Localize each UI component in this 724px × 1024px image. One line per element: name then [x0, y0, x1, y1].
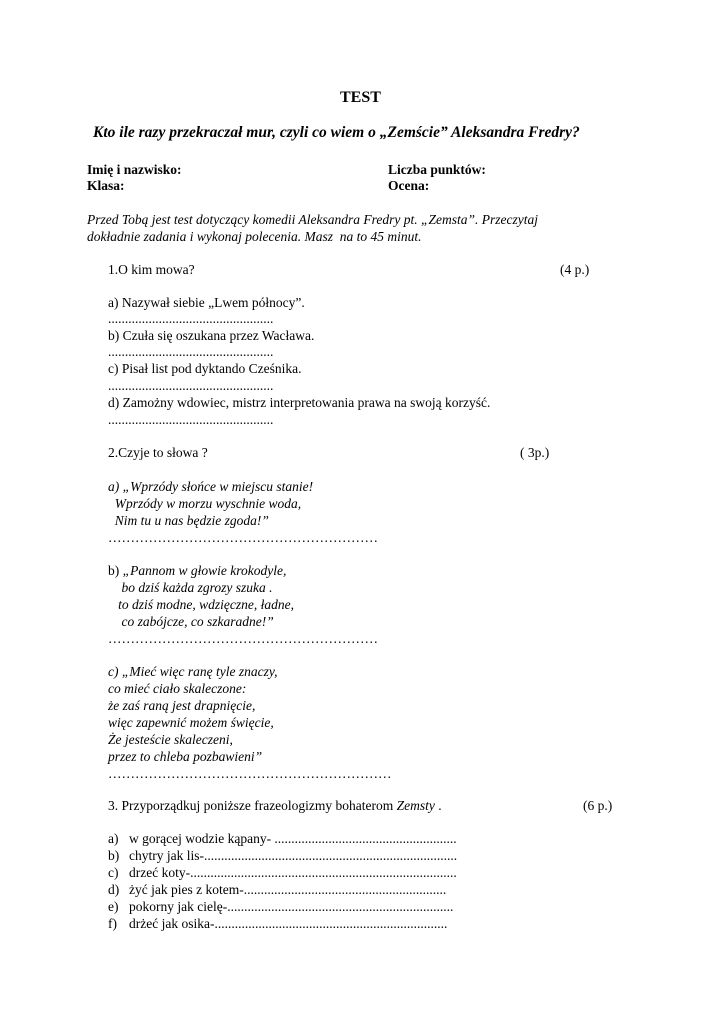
q1-item-b: b) Czuła się oszukana przez Wacława. — [108, 328, 315, 343]
page-subtitle: Kto ile razy przekraczał mur, czyli co wiem o „Zemście” Aleksandra Fredry? — [93, 124, 580, 141]
q3-item-f-letter: f) — [108, 916, 117, 931]
q1-item-c: c) Pisał list pod dyktando Cześnika. — [108, 361, 302, 376]
q1-blank-d[interactable]: ................................................. — [108, 412, 274, 427]
q2-c-line-4: więc zapewnić możem święcie, — [108, 715, 274, 730]
q2-c-line-2: co mieć ciało skaleczone: — [108, 681, 247, 696]
q3-item-b-letter: b) — [108, 848, 120, 863]
grade-label: Ocena: — [388, 178, 430, 193]
q2-b-line-2: bo dziś każda zgrozy szuka . — [108, 580, 273, 595]
intro-line-2: dokładnie zadania i wykonaj polecenia. Masz na to 45 minut. — [87, 229, 422, 244]
q3-item-c-letter: c) — [108, 865, 119, 880]
name-label: Imię i nazwisko: — [87, 162, 182, 177]
q2-a-blank[interactable]: …………………………………………………… — [108, 530, 378, 545]
q2-c-line-1: c) „Mieć więc ranę tyle znaczy, — [108, 664, 278, 679]
q2-b-blank[interactable]: …………………………………………………… — [108, 631, 378, 646]
q1-blank-b[interactable]: ................................................. — [108, 344, 274, 359]
q3-item-e[interactable]: pokorny jak cielę-................................................................... — [129, 899, 454, 914]
q3-item-e-letter: e) — [108, 899, 119, 914]
q3-item-f[interactable]: drżeć jak osika-..................................................................... — [129, 916, 448, 931]
q3-points: (6 p.) — [583, 798, 613, 813]
q3-item-c[interactable]: drzeć koty-............................................................................... — [129, 865, 457, 880]
q2-c-line-6: przez to chleba pozbawieni” — [108, 749, 263, 764]
q2-c-blank[interactable]: ……………………………………………………… — [108, 766, 392, 781]
q3-question — [108, 797, 442, 814]
q1-item-a: a) Nazywał siebie „Lwem północy”. — [108, 295, 305, 310]
q3-question-title: Zemsty — [396, 798, 435, 813]
q3-question-suffix: . — [434, 798, 442, 813]
q2-b-line-4: co zabójcze, co szkaradne!” — [108, 614, 274, 629]
q1-question: 1.O kim mowa? — [108, 262, 195, 277]
q2-b-prefix: b) — [108, 563, 123, 578]
q1-blank-c[interactable]: ................................................. — [108, 378, 274, 393]
q3-item-b[interactable]: chytry jak lis-........................................................................... — [129, 848, 458, 863]
q3-item-d-letter: d) — [108, 882, 120, 897]
intro-line-1: Przed Tobą jest test dotyczący komedii Aleksandra Fredry pt. „Zemsta”. Przeczytaj — [87, 212, 538, 227]
q3-item-a[interactable]: w gorącej wodzie kąpany- ...................................................... — [129, 831, 457, 846]
q2-points: ( 3p.) — [520, 445, 550, 460]
q2-b-line-1-text: „Pannom w głowie krokodyle, — [122, 563, 287, 578]
q2-question: 2.Czyje to słowa ? — [108, 445, 208, 460]
q2-a-line-3: Nim tu u nas będzie zgoda!” — [108, 513, 269, 528]
q1-points: (4 p.) — [560, 262, 590, 277]
page-title: TEST — [340, 89, 381, 106]
q2-c-line-5: Że jesteście skaleczeni, — [108, 732, 233, 747]
q2-c-line-3: że zaś raną jest drapnięcie, — [108, 698, 256, 713]
q1-blank-a[interactable]: ................................................. — [108, 311, 274, 326]
q2-b-line-3: to dziś modne, wdzięczne, ładne, — [108, 597, 294, 612]
points-label: Liczba punktów: — [388, 162, 486, 177]
q3-question-prefix: 3. Przyporządkuj poniższe frazeologizmy bohaterom — [108, 798, 397, 813]
q3-item-d[interactable]: żyć jak pies z kotem-............................................................ — [129, 882, 447, 897]
q1-item-d: d) Zamożny wdowiec, mistrz interpretowania prawa na swoją korzyść. — [108, 395, 491, 410]
q3-item-a-letter: a) — [108, 831, 119, 846]
q2-a-line-2: Wprzódy w morzu wyschnie woda, — [108, 496, 302, 511]
class-label: Klasa: — [87, 178, 125, 193]
q2-a-line-1: a) „Wprzódy słońce w miejscu stanie! — [108, 479, 314, 494]
q2-b-line-1 — [108, 562, 286, 579]
